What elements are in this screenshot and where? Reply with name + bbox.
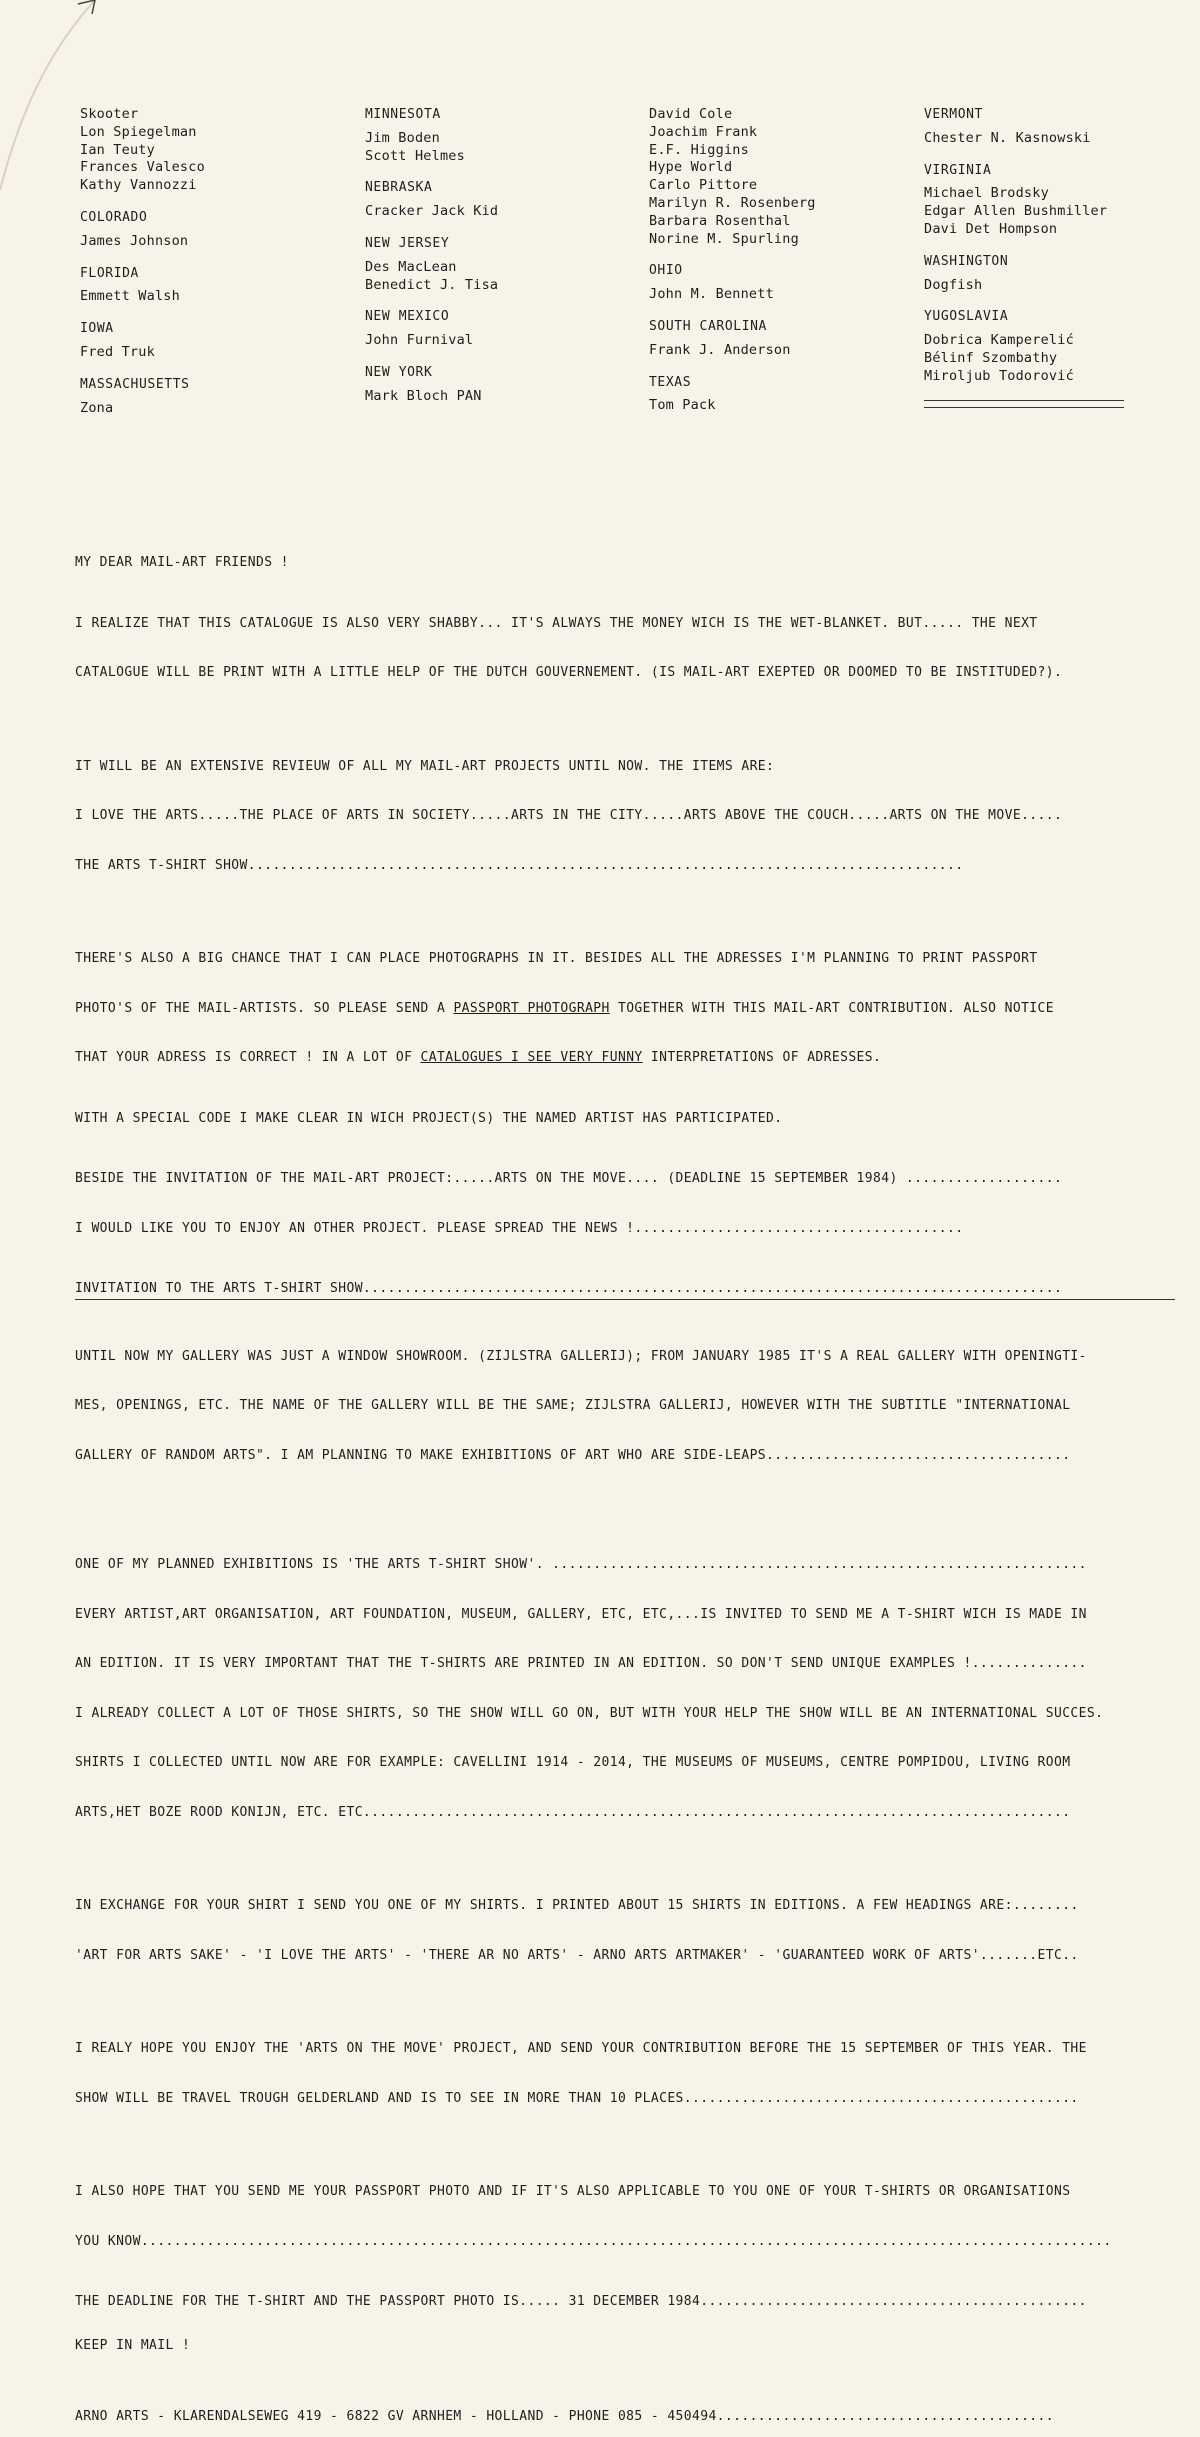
paragraph-invitation xyxy=(75,1138,1175,1270)
text-line: SHOW WILL BE TRAVEL TROUGH GELDERLAND AND IS TO SEE IN MORE THAN 10 PLACES................................................ xyxy=(75,2090,1079,2106)
sender-address: ARNO ARTS - KLARENDALSEWEG 419 - 6822 GV ARNHEM - HOLLAND - PHONE 085 - 450494......................................... xyxy=(75,2409,1054,2424)
text-span: PHOTO'S OF THE MAIL-ARTISTS. SO PLEASE SEND A xyxy=(75,1000,454,1016)
region-heading: IOWA xyxy=(80,321,114,337)
text-span: INTERPRETATIONS OF ADRESSES. xyxy=(642,1050,882,1065)
text-line: I REALY HOPE YOU ENJOY THE 'ARTS ON THE MOVE' PROJECT, AND SEND YOUR CONTRIBUTION BEFORE THE 15 SEPTEMBER OF THIS YEAR. THE xyxy=(75,2041,1087,2056)
paragraph-catalogue xyxy=(75,583,1175,715)
directory-group xyxy=(80,376,350,418)
paragraph-exchange xyxy=(75,1865,1175,1997)
artist-name: Cracker Jack Kid xyxy=(365,203,499,220)
rule-line xyxy=(924,400,1124,401)
artist-name: James Johnson xyxy=(80,232,189,249)
salutation: MY DEAR MAIL-ART FRIENDS ! xyxy=(75,555,289,570)
directory-group xyxy=(80,209,350,251)
directory-group xyxy=(80,265,350,307)
text-line: BESIDE THE INVITATION OF THE MAIL-ART PROJECT:.....ARTS ON THE MOVE.... (DEADLINE 15 SEPTEMBER 1984) ................... xyxy=(75,1171,1063,1186)
underlined-text: PASSPORT PHOTOGRAPH xyxy=(453,1000,610,1016)
region-heading: SOUTH CAROLINA xyxy=(649,318,767,334)
artist-name: E.F. Higgins xyxy=(649,141,749,158)
artist-name: Lon Spiegelman xyxy=(80,123,197,140)
directory-group xyxy=(924,308,1194,385)
region-heading: FLORIDA xyxy=(80,265,139,281)
artist-name: Michael Brodsky xyxy=(924,185,1049,202)
paragraph-review xyxy=(75,726,1175,908)
text-line: GALLERY OF RANDOM ARTS". I AM PLANNING TO MAKE EXHIBITIONS OF ART WHO ARE SIDE-LEAPS..................................... xyxy=(75,1447,1071,1463)
text-span: TOGETHER WITH THIS MAIL-ART CONTRIBUTION. ALSO NOTICE xyxy=(609,1000,1054,1016)
artist-name: Chester N. Kasnowski xyxy=(924,129,1091,146)
region-heading: MINNESOTA xyxy=(365,107,441,122)
directory-group xyxy=(80,106,350,195)
directory-column xyxy=(649,106,919,429)
region-heading: NEW MEXICO xyxy=(365,309,450,325)
artist-name: Joachim Frank xyxy=(649,123,758,140)
paragraph-special-code: WITH A SPECIAL CODE I MAKE CLEAR IN WICH PROJECT(S) THE NAMED ARTIST HAS PARTICIPATED. xyxy=(75,1110,783,1126)
artist-name: Kathy Vannozzi xyxy=(80,177,197,194)
directory-column xyxy=(365,106,635,420)
artist-name: Edgar Allen Bushmiller xyxy=(924,203,1108,220)
directory-group xyxy=(924,106,1194,148)
directory-column xyxy=(80,106,350,431)
artist-name: Benedict J. Tisa xyxy=(365,276,499,293)
artist-name: Zona xyxy=(80,399,114,416)
directory-group xyxy=(365,364,635,406)
artist-name: Ian Teuty xyxy=(80,141,155,158)
text-span: THAT YOUR ADRESS IS CORRECT ! IN A LOT OF xyxy=(75,1050,421,1065)
artist-name: Skooter xyxy=(80,106,139,122)
artist-name: Des MacLean xyxy=(365,258,457,275)
artist-name: Dobrica Kamperelić xyxy=(924,332,1074,349)
directory-group xyxy=(924,162,1194,239)
artist-name: Carlo Pittore xyxy=(649,177,758,194)
artist-name: David Cole xyxy=(649,106,733,122)
region-heading: VIRGINIA xyxy=(924,162,992,178)
text-line: SHIRTS I COLLECTED UNTIL NOW ARE FOR EXAMPLE: CAVELLINI 1914 - 2014, THE MUSEUMS OF MUSEUMS, CENTRE POMPIDOU, LIVING ROOM xyxy=(75,1755,1071,1770)
artist-name: Frances Valesco xyxy=(80,159,205,176)
artist-name: Bélinf Szombathy xyxy=(924,349,1058,366)
text-line: THERE'S ALSO A BIG CHANCE THAT I CAN PLACE PHOTOGRAPHS IN IT. BESIDES ALL THE ADRESSES I'M PLANNING TO PRINT PASSPORT xyxy=(75,951,1038,966)
artist-name: Davi Det Hompson xyxy=(924,220,1058,237)
text-line: I ALREADY COLLECT A LOT OF THOSE SHIRTS, SO THE SHOW WILL GO ON, BUT WITH YOUR HELP THE SHOW WILL BE AN INTERNATIONAL SUCCES. xyxy=(75,1705,1104,1721)
text-line: IN EXCHANGE FOR YOUR SHIRT I SEND YOU ONE OF MY SHIRTS. I PRINTED ABOUT 15 SHIRTS IN EDITIONS. A FEW HEADINGS ARE:........ xyxy=(75,1898,1079,1913)
artist-name: Jim Boden xyxy=(365,129,440,146)
artist-name: Frank J. Anderson xyxy=(649,341,791,358)
region-heading: NEBRASKA xyxy=(365,180,433,196)
artist-name: Norine M. Spurling xyxy=(649,230,799,247)
text-line: AN EDITION. IT IS VERY IMPORTANT THAT THE T-SHIRTS ARE PRINTED IN AN EDITION. SO DON'T SEND UNIQUE EXAMPLES !.............. xyxy=(75,1656,1087,1671)
directory-column xyxy=(924,106,1194,414)
region-heading: YUGOSLAVIA xyxy=(924,309,1009,325)
directory-group xyxy=(365,106,635,165)
artist-name: Emmett Walsh xyxy=(80,288,180,305)
paragraph-passport-photo xyxy=(75,2151,1175,2283)
text-line: CATALOGUE WILL BE PRINT WITH A LITTLE HELP OF THE DUTCH GOUVERNEMENT. (IS MAIL-ART EXEPTED OR DOOMED TO BE INSTITUDED?). xyxy=(75,665,1063,680)
underlined-text: CATALOGUES I SEE VERY FUNNY xyxy=(420,1050,643,1065)
region-heading: TEXAS xyxy=(649,374,692,390)
directory-group xyxy=(365,179,635,221)
region-heading: NEW JERSEY xyxy=(365,235,450,251)
region-heading: NEW YORK xyxy=(365,364,433,380)
text-line: EVERY ARTIST,ART ORGANISATION, ART FOUNDATION, MUSEUM, GALLERY, ETC, ETC,...IS INVITED TO SEND ME A T-SHIRT WICH IS MADE IN xyxy=(75,1606,1087,1622)
text-line: I ALSO HOPE THAT YOU SEND ME YOUR PASSPORT PHOTO AND IF IT'S ALSO APPLICABLE TO YOU ONE OF YOUR T-SHIRTS OR ORGANISATIONS xyxy=(75,2184,1071,2199)
region-heading: MASSACHUSETTS xyxy=(80,376,190,392)
artist-name: Dogfish xyxy=(924,276,983,293)
text-line xyxy=(75,1001,1175,1018)
text-line: IT WILL BE AN EXTENSIVE REVIEUW OF ALL MY MAIL-ART PROJECTS UNTIL NOW. THE ITEMS ARE: xyxy=(75,758,775,774)
region-heading: VERMONT xyxy=(924,107,983,122)
artist-name: Scott Helmes xyxy=(365,147,465,164)
text-line: ONE OF MY PLANNED EXHIBITIONS IS 'THE ARTS T-SHIRT SHOW'. ................................................................. xyxy=(75,1557,1087,1572)
directory-group xyxy=(649,262,919,304)
region-heading: WASHINGTON xyxy=(924,253,1009,269)
artist-name: Tom Pack xyxy=(649,397,716,414)
paragraph-tshirt-show xyxy=(75,1524,1175,1854)
artist-name: Fred Truk xyxy=(80,343,155,360)
text-line: UNTIL NOW MY GALLERY WAS JUST A WINDOW SHOWROOM. (ZIJLSTRA GALLERIJ); FROM JANUARY 1985 IT'S A REAL GALLERY WITH OPENINGTI- xyxy=(75,1348,1087,1364)
artist-name: Miroljub Todorović xyxy=(924,367,1074,384)
paragraph-photographs xyxy=(75,918,1175,1100)
artist-name: John Furnival xyxy=(365,332,474,349)
closing: KEEP IN MAIL ! xyxy=(75,2337,191,2353)
region-heading: COLORADO xyxy=(80,209,148,225)
directory-group xyxy=(649,374,919,416)
directory-group xyxy=(365,235,635,294)
directory-group xyxy=(80,320,350,362)
letter-body xyxy=(75,555,1175,2437)
artist-name: John M. Bennett xyxy=(649,286,774,303)
region-heading: OHIO xyxy=(649,263,683,279)
paragraph-arts-on-the-move xyxy=(75,2008,1175,2140)
text-line: I REALIZE THAT THIS CATALOGUE IS ALSO VERY SHABBY... IT'S ALWAYS THE MONEY WICH IS THE WET-BLANKET. BUT..... THE NEXT xyxy=(75,615,1038,631)
text-line: THE ARTS T-SHIRT SHOW....................................................................................... xyxy=(75,857,964,873)
paragraph-gallery xyxy=(75,1316,1175,1498)
invitation-title: INVITATION TO THE ARTS T-SHIRT SHOW..................................................................................... xyxy=(75,1281,1175,1300)
directory-group xyxy=(649,106,919,248)
directory-group xyxy=(365,308,635,350)
text-line: 'ART FOR ARTS SAKE' - 'I LOVE THE ARTS' - 'THERE AR NO ARTS' - ARNO ARTS ARTMAKER' - 'GUARANTEED WORK OF ARTS'.......ETC.. xyxy=(75,1947,1079,1963)
paragraph-deadline: THE DEADLINE FOR THE T-SHIRT AND THE PASSPORT PHOTO IS..... 31 DECEMBER 1984............................................... xyxy=(75,2294,1087,2309)
directory-group xyxy=(649,318,919,360)
text-line: I WOULD LIKE YOU TO ENJOY AN OTHER PROJECT. PLEASE SPREAD THE NEWS !........................................ xyxy=(75,1220,964,1236)
artist-name: Marilyn R. Rosenberg xyxy=(649,194,816,211)
text-line xyxy=(75,1050,1175,1067)
text-line: MES, OPENINGS, ETC. THE NAME OF THE GALLERY WILL BE THE SAME; ZIJLSTRA GALLERIJ, HOWEVER WITH THE SUBTITLE "INTERNATIONAL xyxy=(75,1398,1071,1413)
directory-group xyxy=(924,253,1194,295)
artist-name: Hype World xyxy=(649,159,733,176)
text-line: I LOVE THE ARTS.....THE PLACE OF ARTS IN SOCIETY.....ARTS IN THE CITY.....ARTS ABOVE THE COUCH.....ARTS ON THE MOVE..... xyxy=(75,808,1063,823)
artist-name: Barbara Rosenthal xyxy=(649,212,791,229)
text-line: YOU KNOW...................................................................................................................... xyxy=(75,2233,1112,2249)
end-rule-lines xyxy=(924,400,1124,408)
artist-name: Mark Bloch PAN xyxy=(365,387,482,404)
text-line: ARTS,HET BOZE ROOD KONIJN, ETC. ETC...................................................................................... xyxy=(75,1804,1071,1820)
rule-line xyxy=(924,407,1124,408)
